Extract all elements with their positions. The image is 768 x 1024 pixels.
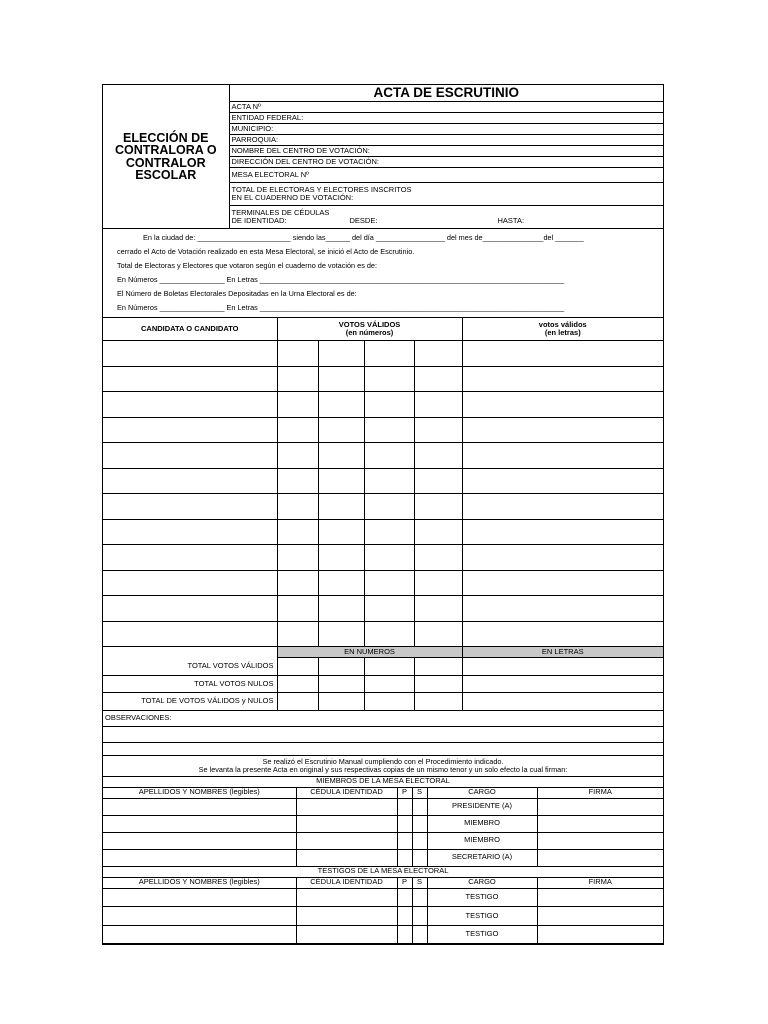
member-row [103,832,663,849]
votes-number-cell[interactable] [364,545,414,571]
member-rows [103,798,663,866]
votes-number-cell[interactable] [414,443,462,469]
acta-number-field[interactable]: ACTA Nº [229,102,663,113]
votes-number-cell[interactable] [364,417,414,443]
candidate-row [103,443,663,469]
total-cell[interactable] [364,693,414,711]
member-row [103,849,663,866]
votes-number-cell[interactable] [414,596,462,622]
witnesses-header-p: P [397,877,412,888]
witnesses-table [103,867,663,945]
total-cell[interactable] [277,675,318,693]
closing-note [103,755,663,776]
member-cedula-cell[interactable] [296,832,397,849]
votes-number-cell[interactable] [414,392,462,418]
witness-cargo-cell: TESTIGO [427,907,537,926]
votes-number-cell[interactable] [318,621,364,647]
observaciones-field[interactable] [103,726,663,742]
witnesses-title: TESTIGOS DE LA MESA ELECTORAL [103,867,663,878]
members-header-cargo: CARGO [427,787,537,798]
votes-number-cell[interactable] [277,417,318,443]
total-cell[interactable] [318,693,364,711]
election-title [103,85,229,229]
closing-note-line: Se levanta la presente Acta en original y sus respectivas copias de un mismo tenor y un solo efecto la cual firman: [198,764,568,774]
members-header-firma: FIRMA [537,787,663,798]
total-letters-cell[interactable] [462,658,663,676]
candidate-row [103,417,663,443]
votes-letters-cell[interactable] [462,596,663,622]
witnesses-header-cedula: CÉDULA IDENTIDAD [296,877,397,888]
votes-letters-header-line: votos válidos [538,319,587,329]
centro-direccion-field[interactable]: DIRECCIÓN DEL CENTRO DE VOTACIÓN: [229,157,663,168]
member-firma-cell[interactable] [537,849,663,866]
candidate-name-cell[interactable] [103,621,277,647]
witness-s-cell[interactable] [412,907,427,926]
member-cargo-cell: MIEMBRO [427,832,537,849]
votes-letters-cell[interactable] [462,494,663,520]
witness-p-cell[interactable] [397,888,412,907]
terminales-range [232,217,662,225]
votes-number-cell[interactable] [364,596,414,622]
member-cedula-cell[interactable] [296,849,397,866]
terminales-line: TERMINALES DE CÉDULAS [231,207,330,217]
observaciones-label: OBSERVACIONES: [103,711,663,727]
member-name-cell[interactable] [103,832,296,849]
witness-row [103,925,663,944]
votes-number-cell[interactable] [277,443,318,469]
info-block [103,229,663,317]
candidate-name-cell[interactable] [103,392,277,418]
votes-number-cell[interactable] [364,494,414,520]
votes-number-cell[interactable] [364,366,414,392]
candidate-row [103,494,663,520]
votes-letters-cell[interactable] [462,366,663,392]
votes-letters-cell[interactable] [462,468,663,494]
candidate-row [103,341,663,367]
witness-row [103,907,663,926]
candidate-row [103,545,663,571]
members-header-s: S [412,787,427,798]
terminales-line: DE IDENTIDAD: [231,216,287,225]
witnesses-header-firma: FIRMA [537,877,663,888]
votes-number-cell[interactable] [414,366,462,392]
candidate-name-cell[interactable] [103,341,277,367]
total-letters-cell[interactable] [462,675,663,693]
candidate-name-cell[interactable] [103,417,277,443]
acta-form [102,84,664,945]
member-row [103,798,663,815]
witness-s-cell[interactable] [412,925,427,944]
votes-number-cell[interactable] [318,392,364,418]
member-cargo-cell: SECRETARIO (A) [427,849,537,866]
witness-p-cell[interactable] [397,925,412,944]
total-inscritos-line: TOTAL DE ELECTORAS Y ELECTORES INSCRITOS [231,184,412,194]
votes-number-cell[interactable] [414,519,462,545]
votes-number-cell[interactable] [277,519,318,545]
votes-number-cell[interactable] [277,545,318,571]
total-cell[interactable] [277,658,318,676]
election-line: CONTRALOR [125,155,206,170]
member-row [103,815,663,832]
candidate-row [103,570,663,596]
votes-number-cell[interactable] [277,621,318,647]
member-firma-cell[interactable] [537,815,663,832]
witness-name-cell[interactable] [103,925,296,944]
witness-cedula-cell[interactable] [296,925,397,944]
votes-letters-cell[interactable] [462,443,663,469]
votes-number-cell[interactable] [414,417,462,443]
witness-rows [103,888,663,944]
member-p-cell[interactable] [397,832,412,849]
closing-note-line: Se realizó el Escrutinio Manual cumpliendo con el Procedimiento indicado. [262,756,504,766]
mesa-field[interactable]: MESA ELECTORAL Nº [229,168,663,183]
observaciones-field[interactable] [103,742,663,755]
total-cell[interactable] [414,675,462,693]
candidate-name-cell[interactable] [103,443,277,469]
total-cell[interactable] [277,693,318,711]
votes-number-cell[interactable] [318,596,364,622]
member-cedula-cell[interactable] [296,815,397,832]
votes-number-cell[interactable] [277,494,318,520]
total-cell[interactable] [414,658,462,676]
votes-letters-cell[interactable] [462,519,663,545]
witness-p-cell[interactable] [397,907,412,926]
candidate-row [103,392,663,418]
votes-number-cell[interactable] [318,443,364,469]
votes-number-cell[interactable] [414,545,462,571]
witness-row [103,888,663,907]
votes-letters-cell[interactable] [462,545,663,571]
votes-number-cell[interactable] [414,468,462,494]
members-header-p: P [397,787,412,798]
votes-number-cell[interactable] [277,596,318,622]
total-cell[interactable] [414,693,462,711]
info-line-ciudad[interactable]: En la ciudad de: _______________________ siendo las______ del día _________________ del mes de_______________del _______ [143,233,584,242]
header-table [103,85,663,229]
member-s-cell[interactable] [412,832,427,849]
votes-number-cell[interactable] [277,341,318,367]
member-s-cell[interactable] [412,815,427,832]
votes-number-header-line: VOTOS VÁLIDOS [338,319,401,329]
terminales-field[interactable] [229,206,663,229]
votes-number-cell[interactable] [277,392,318,418]
info-line-numeros-letras-1[interactable]: En Números ________________ En Letras ___________________________________________________________________________ [117,275,565,284]
member-cargo-cell: PRESIDENTE (A) [427,798,537,815]
total-inscritos-line: EN EL CUADERNO DE VOTACIÓN: [231,193,354,202]
candidate-row [103,621,663,647]
centro-nombre-field[interactable]: NOMBRE DEL CENTRO DE VOTACIÓN: [229,146,663,157]
candidate-name-cell[interactable] [103,545,277,571]
total-cell[interactable] [318,675,364,693]
en-numeros-header: EN NUMEROS [277,647,462,658]
desde-label: DESDE: [349,216,378,225]
votes-number-cell[interactable] [318,570,364,596]
votes-letters-header [462,318,663,341]
votes-number-cell[interactable] [277,570,318,596]
votes-number-cell[interactable] [277,366,318,392]
member-p-cell[interactable] [397,815,412,832]
votes-number-cell[interactable] [318,519,364,545]
votes-number-cell[interactable] [277,468,318,494]
election-line: ELECCIÓN DE [123,130,209,145]
members-header-cedula: CÉDULA IDENTIDAD [296,787,397,798]
witness-cargo-cell: TESTIGO [427,888,537,907]
votes-letters-cell[interactable] [462,341,663,367]
candidate-name-cell[interactable] [103,519,277,545]
member-name-cell[interactable] [103,849,296,866]
witness-firma-cell[interactable] [537,925,663,944]
observations-table [103,711,663,777]
total-validos-nulos-label: TOTAL DE VOTOS VÁLIDOS y NULOS [103,693,277,711]
total-cell[interactable] [364,658,414,676]
candidate-row [103,366,663,392]
member-firma-cell[interactable] [537,798,663,815]
witness-name-cell[interactable] [103,907,296,926]
votes-number-cell[interactable] [414,494,462,520]
members-header-name: APELLIDOS Y NOMBRES (legibles) [103,787,296,798]
member-firma-cell[interactable] [537,832,663,849]
info-line-cerrado: cerrado el Acto de Votación realizado en esta Mesa Electoral, se inició el Acto de Escrutinio. [117,247,415,256]
member-cedula-cell[interactable] [296,798,397,815]
votes-letters-cell[interactable] [462,392,663,418]
votes-number-cell[interactable] [318,468,364,494]
member-s-cell[interactable] [412,849,427,866]
info-line-total-votaron: Total de Electoras y Electores que votaron según el cuaderno de votación es de: [117,261,378,270]
votes-letters-cell[interactable] [462,570,663,596]
member-name-cell[interactable] [103,815,296,832]
candidate-name-cell[interactable] [103,596,277,622]
total-nulos-label: TOTAL VOTOS NULOS [103,675,277,693]
votes-number-cell[interactable] [318,545,364,571]
total-cell[interactable] [364,675,414,693]
witness-firma-cell[interactable] [537,888,663,907]
witness-cargo-cell: TESTIGO [427,925,537,944]
member-s-cell[interactable] [412,798,427,815]
votes-number-cell[interactable] [364,621,414,647]
votes-number-cell[interactable] [318,341,364,367]
member-p-cell[interactable] [397,798,412,815]
witness-firma-cell[interactable] [537,907,663,926]
votes-number-cell[interactable] [318,366,364,392]
votes-number-cell[interactable] [318,494,364,520]
total-inscritos-field[interactable] [229,183,663,206]
votes-letters-cell[interactable] [462,621,663,647]
total-letters-cell[interactable] [462,693,663,711]
info-line-boletas: El Número de Boletas Electorales Depositadas en la Urna Electoral es de: [117,289,357,298]
witnesses-header-name: APELLIDOS Y NOMBRES (legibles) [103,877,296,888]
total-validos-label: TOTAL VOTOS VÁLIDOS [103,658,277,676]
votes-letters-cell[interactable] [462,417,663,443]
election-line: ESCOLAR [135,168,197,182]
members-table [103,777,663,867]
votes-number-cell[interactable] [364,570,414,596]
candidate-name-cell[interactable] [103,494,277,520]
votes-number-cell[interactable] [364,443,414,469]
info-line-numeros-letras-2[interactable]: En Números ________________ En Letras ___________________________________________________________________________ [117,303,565,312]
member-name-cell[interactable] [103,798,296,815]
witness-cedula-cell[interactable] [296,888,397,907]
votes-number-cell[interactable] [364,468,414,494]
witness-name-cell[interactable] [103,888,296,907]
candidate-name-cell[interactable] [103,468,277,494]
en-letras-header: EN LETRAS [462,647,663,658]
votes-number-cell[interactable] [414,621,462,647]
candidate-name-cell[interactable] [103,570,277,596]
candidate-row [103,468,663,494]
candidate-column-header: CANDIDATA O CANDIDATO [103,318,277,341]
candidate-row [103,519,663,545]
municipio-field[interactable]: MUNICIPIO: [229,124,663,135]
candidate-rows [103,341,663,647]
totals-spacer [103,647,277,658]
hasta-label: HASTA: [497,216,525,225]
witness-s-cell[interactable] [412,888,427,907]
candidate-row [103,596,663,622]
votes-number-cell[interactable] [414,570,462,596]
votes-number-cell[interactable] [318,417,364,443]
witnesses-header-s: S [412,877,427,888]
parroquia-field[interactable]: PARROQUIA: [229,135,663,146]
member-p-cell[interactable] [397,849,412,866]
witnesses-header-cargo: CARGO [427,877,537,888]
votes-number-cell[interactable] [364,519,414,545]
witness-cedula-cell[interactable] [296,907,397,926]
votes-number-header [277,318,462,341]
candidate-name-cell[interactable] [103,366,277,392]
candidates-table [103,317,663,711]
votes-number-header-line: (en números) [345,328,394,337]
votes-letters-header-line: (en letras) [544,328,581,337]
total-cell[interactable] [318,658,364,676]
votes-number-cell[interactable] [364,392,414,418]
election-line: CONTRALORA O [114,143,217,157]
member-cargo-cell: MIEMBRO [427,815,537,832]
votes-number-cell[interactable] [364,341,414,367]
document-title: ACTA DE ESCRUTINIO [229,85,663,102]
entidad-field[interactable]: ENTIDAD FEDERAL: [229,113,663,124]
votes-number-cell[interactable] [414,341,462,367]
members-title: MIEMBROS DE LA MESA ELECTORAL [103,777,663,788]
